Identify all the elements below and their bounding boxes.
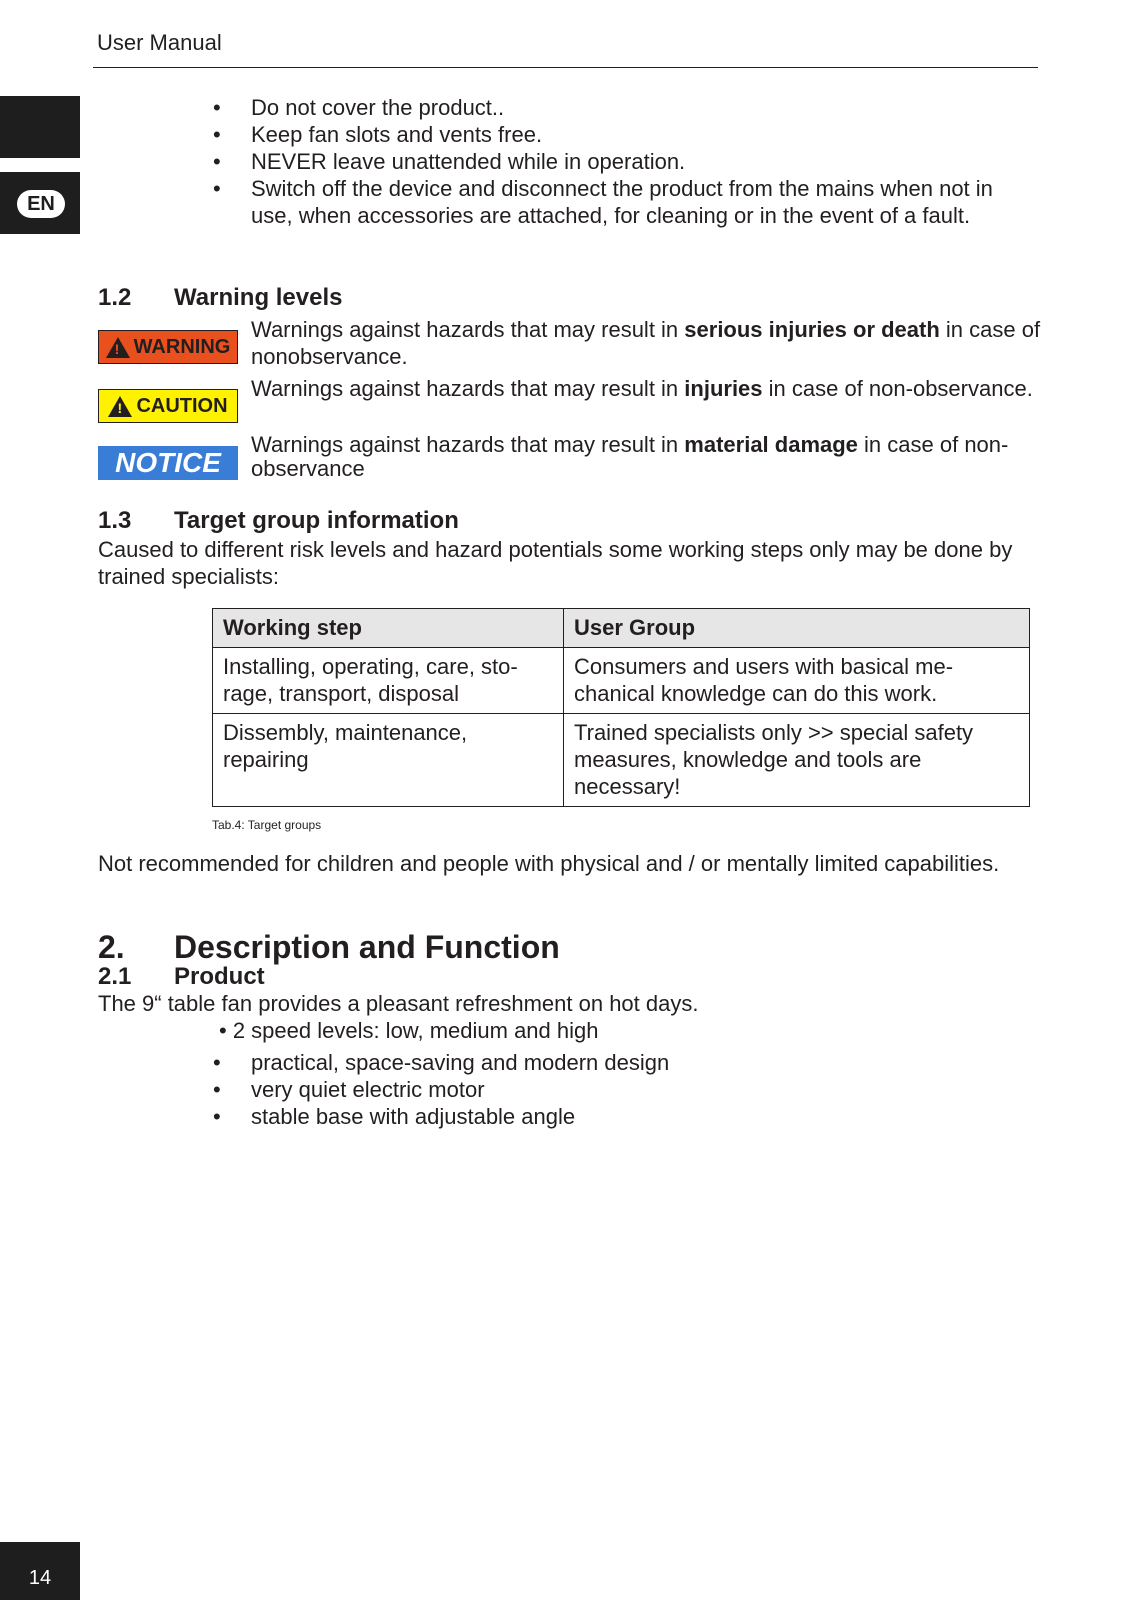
notice-description: Warnings against hazards that may result in material damage in case of non-observance — [251, 432, 1009, 481]
caution-description: Warnings against hazards that may result in injuries in case of non-observance. — [251, 376, 1033, 401]
table-cell: Trained specialists only >> special safety measures, knowledge and tools are necessary! — [564, 714, 1030, 807]
notice-badge: NOTICE — [98, 446, 238, 480]
warning-description: Warnings against hazards that may result in serious injuries or death in case of nonobservance. — [251, 317, 1041, 369]
page-number-tab — [0, 1542, 80, 1600]
column-header: Working step — [213, 609, 564, 648]
language-tab — [0, 172, 80, 234]
list-item: • very quiet electric motor — [213, 1077, 485, 1102]
warning-triangle-icon — [108, 396, 132, 417]
list-item: • Switch off the device and disconnect the product from the mains when not in use, when accessories are attached, for cleaning or in the event of a fault. — [213, 176, 993, 228]
table-cell: Consumers and users with basical me-chanical knowledge can do this work. — [564, 648, 1030, 714]
safety-bullet-list — [213, 94, 1023, 229]
table-caption: Tab.4: Target groups — [212, 818, 322, 832]
table-header-row — [213, 609, 1030, 648]
product-intro: The 9“ table fan provides a pleasant refreshment on hot days. — [98, 991, 699, 1016]
warning-badge: ! WARNING — [98, 330, 238, 364]
section-heading-target-group: 1.3 Target group information — [98, 507, 459, 534]
table-cell: Installing, operating, care, sto-rage, transport, disposal — [213, 648, 564, 714]
column-header: User Group — [564, 609, 1030, 648]
page-number: 14 — [28, 1567, 52, 1589]
caution-badge: ! CAUTION — [98, 389, 238, 423]
target-group-intro: Caused to different risk levels and hazard potentials some working steps only may be done by trained specialists: — [98, 537, 1013, 589]
list-item: • stable base with adjustable angle — [213, 1104, 576, 1129]
side-tab-block — [0, 96, 80, 158]
section-heading-product: 2.1 Product — [98, 963, 265, 990]
table-cell: Dissembly, maintenance, repairing — [213, 714, 564, 807]
feature-list — [213, 1049, 1023, 1130]
target-groups-table — [212, 608, 1030, 807]
language-label: EN — [17, 190, 65, 218]
table-row — [213, 648, 1030, 714]
header-divider — [93, 67, 1038, 68]
chapter-heading: 2. Description and Function — [98, 929, 560, 965]
section-heading-warning-levels: 1.2 Warning levels — [98, 284, 343, 311]
running-header: User Manual — [97, 30, 222, 55]
list-item: • practical, space-saving and modern design — [213, 1050, 670, 1075]
warning-triangle-icon — [106, 337, 130, 358]
list-item: • NEVER leave unattended while in operation. — [213, 149, 686, 174]
list-item: • Keep fan slots and vents free. — [213, 122, 543, 147]
feature-item-speed: • 2 speed levels: low, medium and high — [219, 1018, 599, 1043]
table-row — [213, 714, 1030, 807]
suitability-note: Not recommended for children and people with physical and / or mentally limited capabilities. — [98, 851, 1000, 876]
list-item: • Do not cover the product.. — [213, 95, 505, 120]
